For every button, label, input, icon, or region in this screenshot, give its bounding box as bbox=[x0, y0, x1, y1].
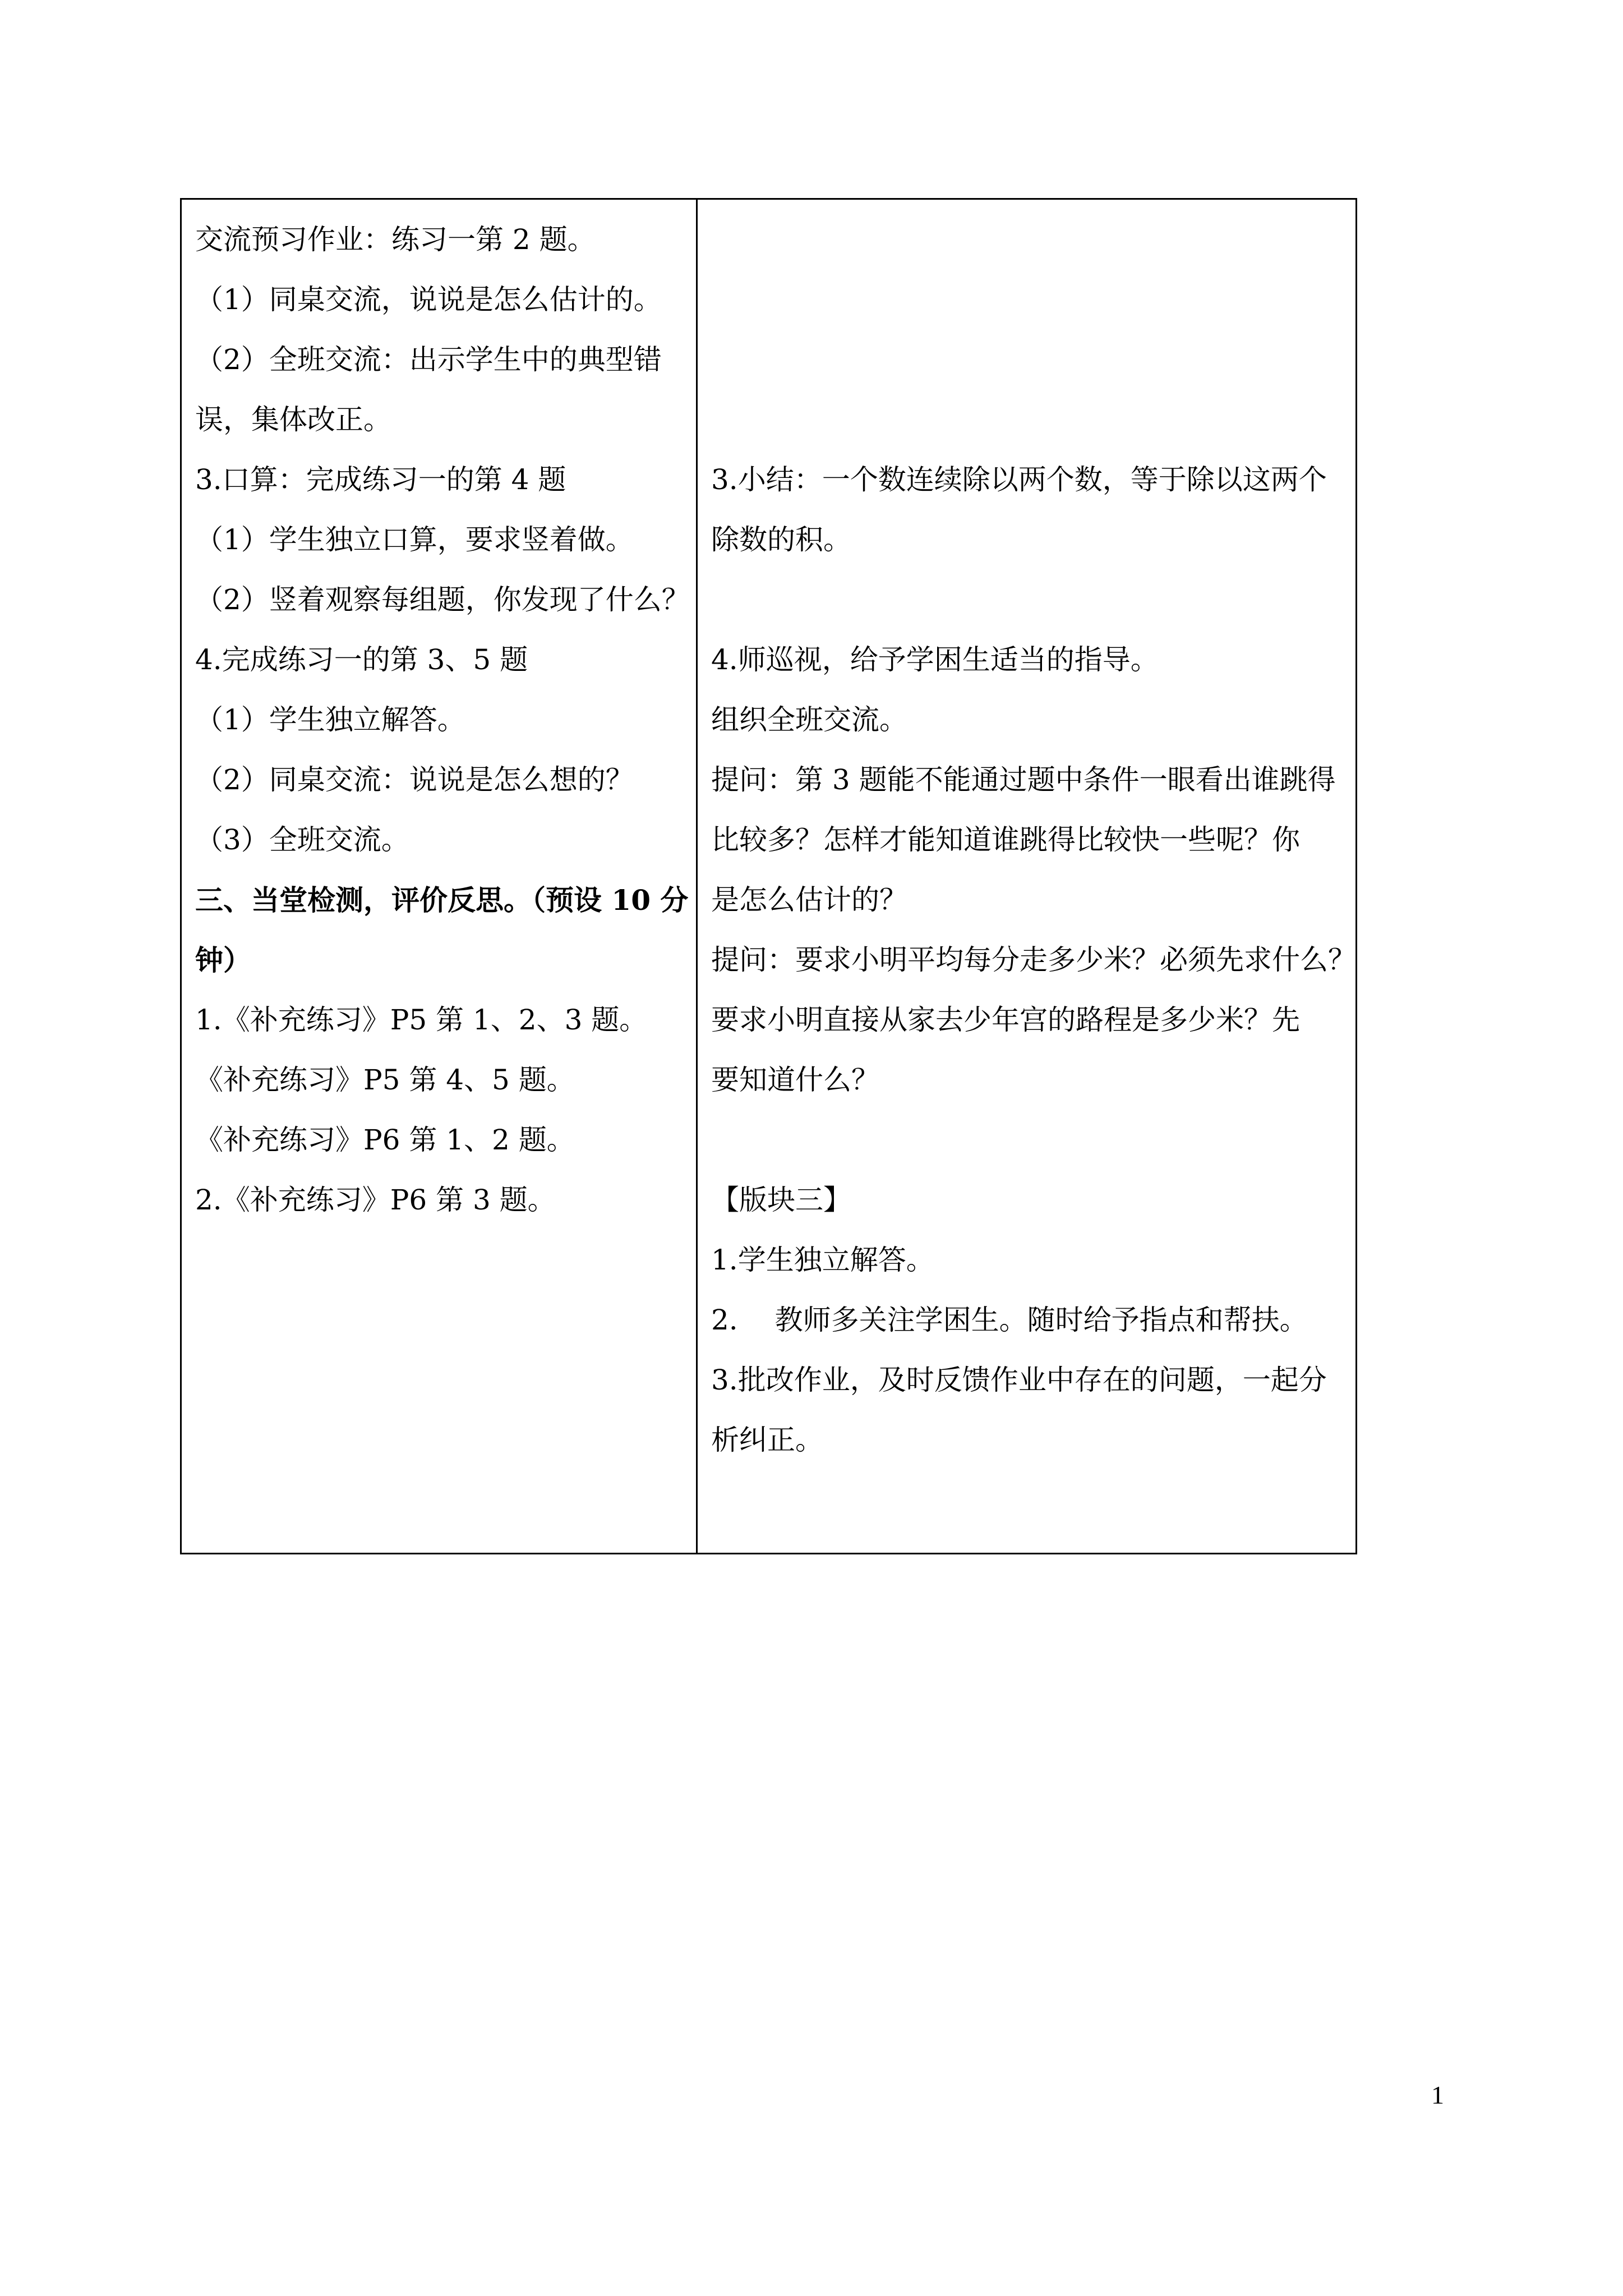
table-row bbox=[181, 199, 1357, 1554]
text-line: 提问：要求小明平均每分走多少米？必须先求什么？ bbox=[711, 944, 1356, 976]
text-line: （1）同桌交流，说说是怎么估计的。 bbox=[195, 283, 662, 316]
spacer bbox=[711, 570, 1345, 630]
text-line: 1.《补充练习》P5 第 1、2、3 题。 bbox=[195, 1004, 648, 1036]
section-heading-continued: 钟） bbox=[195, 944, 251, 977]
text-line: 《补充练习》P6 第 1、2 题。 bbox=[195, 1124, 575, 1156]
text-line: （3）全班交流。 bbox=[195, 823, 409, 856]
page-number: 1 bbox=[1431, 2081, 1444, 2109]
section-heading: 三、当堂检测，评价反思。（预设 10 分 bbox=[195, 884, 689, 917]
text-line: 2.《补充练习》P6 第 3 题。 bbox=[195, 1184, 556, 1216]
text-line: 要知道什么？ bbox=[711, 1064, 879, 1096]
text-line: 误，集体改正。 bbox=[195, 403, 391, 436]
text-line: 交流预习作业：练习一第 2 题。 bbox=[195, 223, 596, 256]
text-line: （2）全班交流：出示学生中的典型错 bbox=[195, 343, 662, 376]
spacer bbox=[711, 270, 1345, 330]
text-line: （1）学生独立口算，要求竖着做。 bbox=[195, 523, 634, 556]
text-line: （2）竖着观察每组题，你发现了什么？ bbox=[195, 583, 690, 616]
spacer bbox=[711, 390, 1345, 450]
student-activity-cell bbox=[181, 199, 697, 1554]
text-line: 4.完成练习一的第 3、5 题 bbox=[195, 643, 528, 676]
text-line: （2）同桌交流：说说是怎么想的？ bbox=[195, 763, 634, 796]
text-line: 提问：第 3 题能不能通过题中条件一眼看出谁跳得 bbox=[711, 763, 1336, 796]
text-line: 4.师巡视，给予学困生适当的指导。 bbox=[711, 643, 1159, 676]
section-label: 【版块三】 bbox=[711, 1184, 851, 1216]
text-line: 1.学生独立解答。 bbox=[711, 1244, 934, 1276]
text-line: 比较多？怎样才能知道谁跳得比较快一些呢？你 bbox=[711, 823, 1300, 856]
text-line: 除数的积。 bbox=[711, 523, 851, 556]
text-line: 3.小结：一个数连续除以两个数，等于除以这两个 bbox=[711, 463, 1327, 496]
lesson-plan-table bbox=[180, 198, 1357, 1554]
text-line: 3.口算：完成练习一的第 4 题 bbox=[195, 463, 566, 496]
text-line: （1）学生独立解答。 bbox=[195, 703, 465, 736]
text-line: 要求小明直接从家去少年宫的路程是多少米？先 bbox=[711, 1004, 1300, 1036]
spacer bbox=[711, 330, 1345, 390]
spacer bbox=[711, 210, 1345, 270]
text-line: 《补充练习》P5 第 4、5 题。 bbox=[195, 1064, 575, 1096]
text-line: 是怎么估计的？ bbox=[711, 884, 907, 916]
text-line: 析纠正。 bbox=[711, 1424, 823, 1456]
text-line: 组织全班交流。 bbox=[711, 703, 907, 736]
text-line: 2. 教师多关注学困生。随时给予指点和帮扶。 bbox=[711, 1304, 1308, 1336]
teacher-activity-cell bbox=[697, 199, 1357, 1554]
spacer bbox=[711, 1110, 1345, 1170]
text-line: 3.批改作业，及时反馈作业中存在的问题，一起分 bbox=[711, 1364, 1327, 1396]
